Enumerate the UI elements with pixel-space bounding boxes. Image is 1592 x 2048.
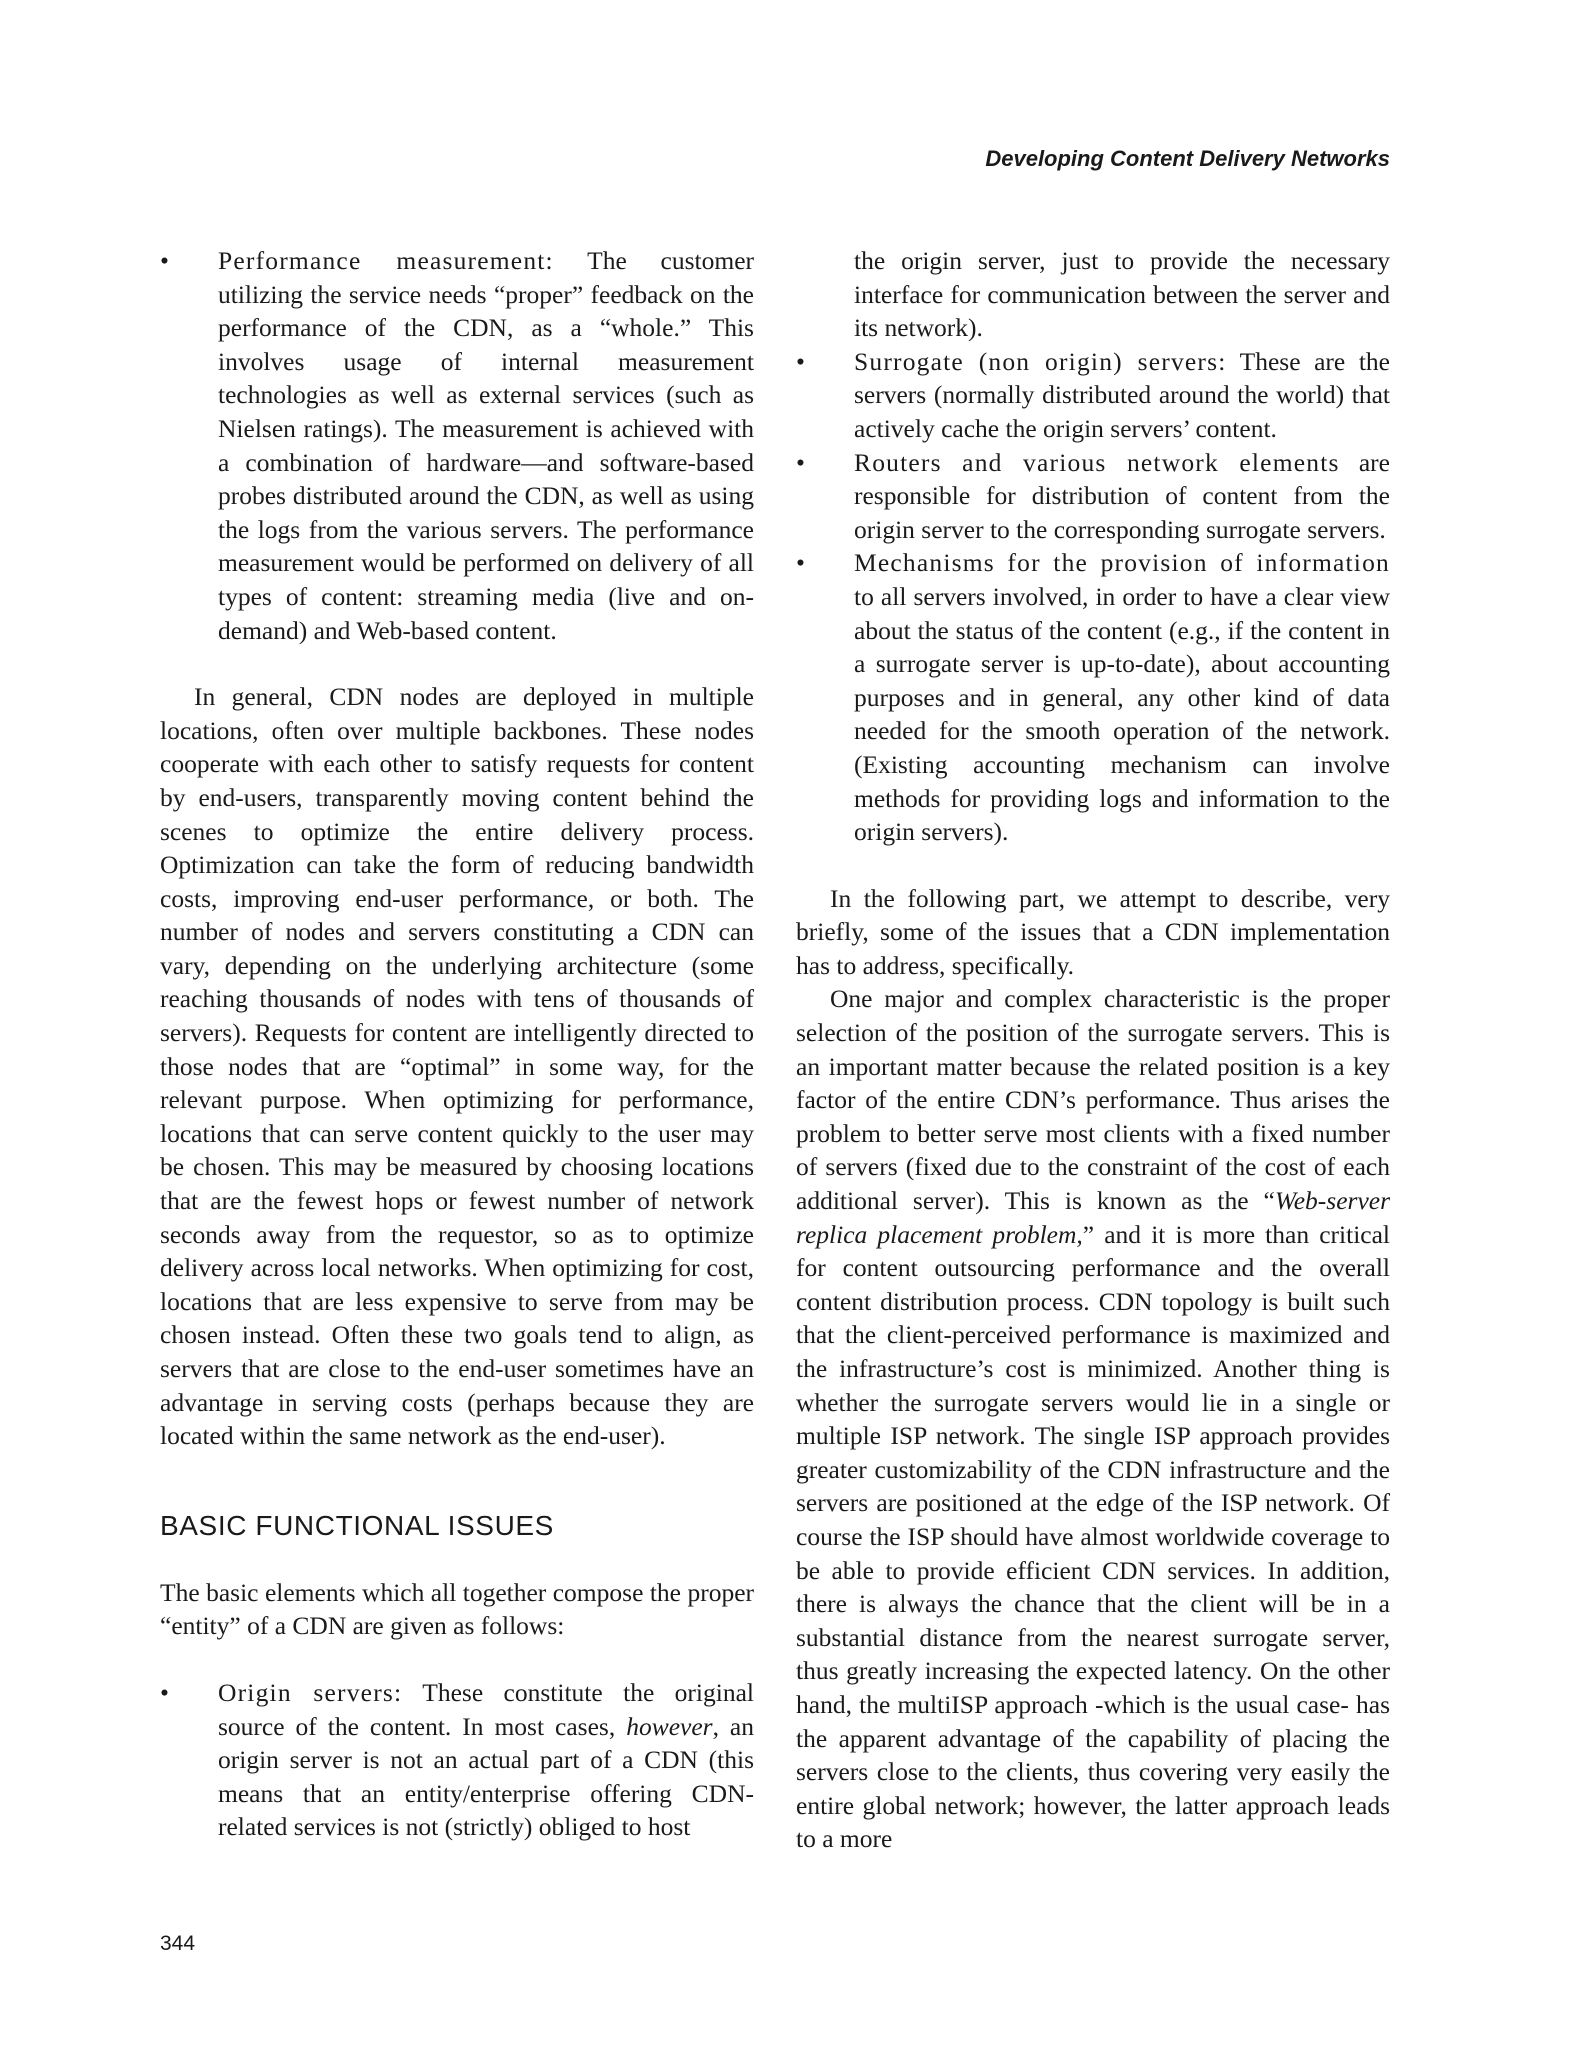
bullet-surrogate-servers: [796, 345, 1390, 446]
bullet-body-text-continued: , an origin server is not an actual part of a CDN (this means that an entity/enterprise offering CDN-related services is not (strictly) obliged to host: [218, 1711, 754, 1842]
bullet-marker: •: [796, 346, 805, 376]
bullet-mechanisms: [796, 546, 1390, 848]
running-header: Developing Content Delivery Networks: [985, 146, 1390, 171]
origin-bullet-list: [160, 1676, 754, 1844]
bullet-lead-term: Surrogate (non origin) servers:: [854, 346, 1227, 376]
paragraph-surrogate-placement: [796, 982, 1390, 1855]
bullet-lead-term: Routers and various network elements: [854, 447, 1340, 477]
bullet-body-text: The customer utilizing the service needs “proper” feedback on the performance of the CDN, as a “whole.” This involves usage of internal measurement technologies as well as external services (such as Nielsen ratings). The measurement is achieved with a combination of hardware—and software-based probes distributed around the CDN, as well as using the logs from the various servers. The performance measurement would be performed on delivery of all types of content: streaming media (live and on-demand) and Web-based content.: [218, 246, 754, 645]
performance-bullet-list: [160, 244, 754, 647]
bullet-lead-term: Mechanisms for the provision of information: [854, 548, 1390, 578]
paragraph-cdn-nodes: In general, CDN nodes are deployed in multiple locations, often over multiple backbones. These nodes cooperate with each other to satisfy requests for content by end-users, transparently moving content behind the scenes to optimize the entire delivery process. Optimization can take the form of reducing bandwidth costs, improving end-user performance, or both. The number of nodes and servers constituting a CDN can vary, depending on the underlying architecture (some reaching thousands of nodes with tens of thousands of servers). Requests for content are intelligently directed to those nodes that are “optimal” in some way, for the relevant purpose. When optimizing for performance, locations that can serve content quickly to the user may be chosen. This may be measured by choosing locations that are the fewest hops or fewest number of network seconds away from the requestor, so as to optimize delivery across local networks. When optimizing for cost, locations that are less expensive to serve from may be chosen instead. Often these two goals tend to align, as servers that are close to the end-user sometimes have an advantage in serving costs (perhaps because they are located within the same network as the end-user).: [160, 682, 754, 1451]
bullet-body-text: to all servers involved, in order to have a clear view about the status of the content (e.g., if the content in a surrogate server is up-to-date), about accounting purposes and in general, any other kind of data needed for the smooth operation of the network. (Existing accounting mechanism can involve methods for providing logs and information to the origin servers).: [854, 581, 1390, 847]
paragraph-basic-elements: The basic elements which all together compose the proper “entity” of a CDN are given as follows:: [160, 1577, 754, 1641]
paragraph-following-part: In the following part, we attempt to describe, very briefly, some of the issues that a CDN implementation has to address, specifically.: [796, 883, 1390, 980]
bullet-marker: •: [160, 1677, 169, 1707]
bullet-body-text: These are the servers (normally distributed around the world) that actively cache the origin servers’ content.: [854, 346, 1390, 443]
paragraph-text-continued: ” and it is more than critical for content outsourcing performance and the overall content distribution process. CDN topology is built such that the client-perceived performance is maximized and the infrastructure’s cost is minimized. Another thing is whether the surrogate servers would lie in a single or multiple ISP network. The single ISP approach provides greater customizability of the CDN infrastructure and the servers are positioned at the edge of the ISP network. Of course the ISP should have almost worldwide coverage to be able to provide efficient CDN services. In addition, there is always the chance that the client will be in a substantial distance from the nearest surrogate server, thus greatly increasing the expected latency. On the other hand, the multiISP approach -which is the usual case- has the apparent advantage of the capability of placing the servers close to the clients, thus covering very easily the entire global network; however, the latter approach leads to a more: [796, 1219, 1390, 1854]
bullet-body-text: These constitute the original source of the content. In most cases,: [218, 1677, 754, 1741]
bullet-routers: [796, 446, 1390, 547]
emphasis-however: however: [626, 1711, 713, 1741]
emphasis-replica-placement: Web-server replica placement problem,: [796, 1186, 1390, 1249]
cdn-elements-bullet-list: [796, 345, 1390, 849]
bullet-body-text: are responsible for distribution of content from the origin server to the corresponding surrogate servers.: [854, 447, 1390, 544]
bullet-performance-measurement: [160, 244, 754, 647]
bullet-marker: •: [796, 447, 805, 477]
bullet-marker: •: [796, 548, 805, 578]
bullet-origin-servers: [160, 1676, 754, 1844]
left-column: [160, 244, 754, 1844]
origin-bullet-continuation: the origin server, just to provide the necessary interface for communication between the server and its network).: [854, 246, 1390, 343]
bullet-lead-term: Origin servers:: [218, 1677, 403, 1707]
bullet-lead-term: Performance measurement:: [218, 246, 554, 275]
page-number: 344: [160, 1932, 196, 1955]
section-heading: BASIC FUNCTIONAL ISSUES: [160, 1509, 554, 1541]
bullet-marker: •: [160, 246, 169, 275]
right-column: [796, 244, 1390, 1856]
paragraph-text: One major and complex characteristic is the proper selection of the position of the surrogate servers. This is an important matter because the related position is a key factor of the entire CDN’s performance. Thus arises the problem to better serve most clients with a fixed number of servers (fixed due to the constraint of the cost of each additional server). This is known as the “: [796, 984, 1390, 1216]
